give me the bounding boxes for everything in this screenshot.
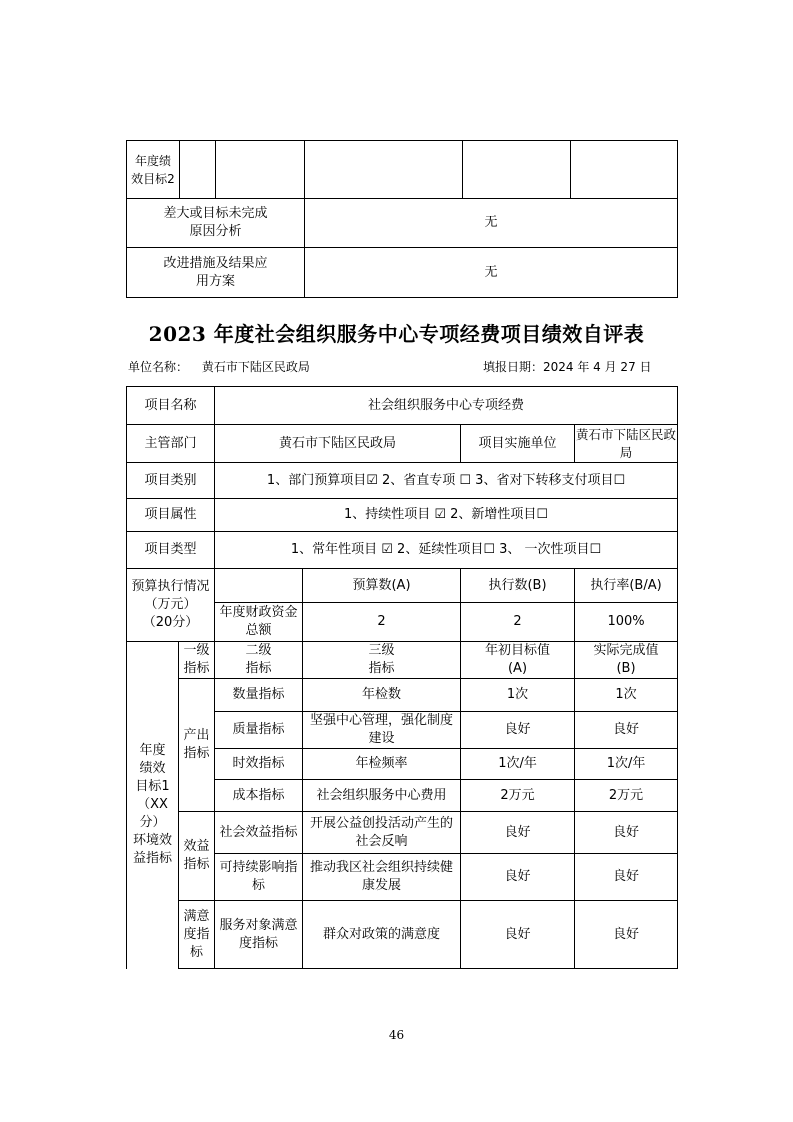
indicator-level2: 服务对象满意 度指标	[215, 901, 303, 969]
indicator-level2: 时效指标	[215, 749, 303, 780]
fund-rate: 100%	[575, 603, 678, 642]
category-value: 1、部门预算项目☑ 2、省直专项 ☐ 3、省对下转移支付项目☐	[215, 463, 678, 499]
indicator-target: 良好	[461, 854, 575, 901]
gap-reason-value: 无	[305, 199, 678, 248]
empty-cell	[216, 141, 305, 199]
indicator-level3: 社会组织服务中心费用	[303, 780, 461, 812]
previous-goal-table	[126, 140, 678, 298]
indicator-actual: 2万元	[575, 780, 678, 812]
dept-label: 主管部门	[127, 425, 215, 463]
indicator-level2: 成本指标	[215, 780, 303, 812]
indicator-actual: 良好	[575, 712, 678, 749]
indicator-target: 2万元	[461, 780, 575, 812]
unit-value: 黄石市下陆区民政局	[201, 360, 310, 374]
indicator-level2: 社会效益指标	[215, 812, 303, 854]
indicator-actual: 良好	[575, 812, 678, 854]
budget-label: 预算执行情况 （万元） （20分）	[127, 569, 215, 642]
indicator-level3: 年检数	[303, 679, 461, 712]
indicator-target: 良好	[461, 901, 575, 969]
category-label: 项目类别	[127, 463, 215, 499]
indicator-level2: 数量指标	[215, 679, 303, 712]
page-title: 2023 年度社会组织服务中心专项经费项目绩效自评表	[148, 322, 645, 346]
indicator-actual: 良好	[575, 901, 678, 969]
indicator-target: 1次/年	[461, 749, 575, 780]
goal1-label: 年度 绩效 目标1 （XX 分） 环境效 益指标	[127, 642, 179, 969]
improve-plan-value: 无	[305, 248, 678, 298]
indicator-target: 良好	[461, 812, 575, 854]
indicator-level3: 开展公益创投活动产生的 社会反响	[303, 812, 461, 854]
evaluation-table	[126, 386, 678, 969]
empty-cell	[463, 141, 571, 199]
empty-cell	[215, 569, 303, 603]
fund-budget: 2	[303, 603, 461, 642]
attribute-value: 1、持续性项目 ☑ 2、新增性项目☐	[215, 499, 678, 532]
indicator-target: 良好	[461, 712, 575, 749]
indicator-actual: 1次	[575, 679, 678, 712]
indicator-level2: 质量指标	[215, 712, 303, 749]
header-level3: 三级 指标	[303, 642, 461, 679]
attribute-label: 项目属性	[127, 499, 215, 532]
project-name-value: 社会组织服务中心专项经费	[215, 387, 678, 425]
empty-cell	[180, 141, 216, 199]
unit-info	[128, 358, 310, 375]
indicator-level3: 推动我区社会组织持续健 康发展	[303, 854, 461, 901]
improve-plan-label: 改进措施及结果应 用方案	[127, 248, 305, 298]
empty-cell	[305, 141, 463, 199]
fund-exec: 2	[461, 603, 575, 642]
budget-header-b: 执行数(B)	[461, 569, 575, 603]
budget-header-rate: 执行率(B/A)	[575, 569, 678, 603]
satisfaction-indicator-label: 满意 度指 标	[179, 901, 215, 969]
type-label: 项目类型	[127, 532, 215, 569]
header-level2: 二级 指标	[215, 642, 303, 679]
type-value: 1、常年性项目 ☑ 2、延续性项目☐ 3、 一次性项目☐	[215, 532, 678, 569]
goal2-label: 年度绩 效目标2	[127, 141, 180, 199]
indicator-actual: 1次/年	[575, 749, 678, 780]
gap-reason-label: 差大或目标未完成 原因分析	[127, 199, 305, 248]
indicator-actual: 良好	[575, 854, 678, 901]
fill-date: 填报日期：2024 年 4 月 27 日	[483, 360, 652, 374]
empty-cell	[571, 141, 678, 199]
impl-unit-value: 黄石市下陆区民政局	[575, 425, 678, 463]
header-level1: 一级 指标	[179, 642, 215, 679]
benefit-indicator-label: 效益 指标	[179, 812, 215, 901]
impl-unit-label: 项目实施单位	[461, 425, 575, 463]
indicator-level3: 年检频率	[303, 749, 461, 780]
header-target: 年初目标值 (A)	[461, 642, 575, 679]
project-name-label: 项目名称	[127, 387, 215, 425]
header-actual: 实际完成值 (B)	[575, 642, 678, 679]
page-number: 46	[388, 1028, 405, 1042]
dept-value: 黄石市下陆区民政局	[215, 425, 461, 463]
output-indicator-label: 产出 指标	[179, 679, 215, 812]
indicator-level3: 坚强中心管理，强化制度 建设	[303, 712, 461, 749]
fund-label: 年度财政资金 总额	[215, 603, 303, 642]
budget-header-a: 预算数(A)	[303, 569, 461, 603]
indicator-level3: 群众对政策的满意度	[303, 901, 461, 969]
indicator-target: 1次	[461, 679, 575, 712]
unit-label: 单位名称：	[128, 360, 189, 374]
indicator-level2: 可持续影响指 标	[215, 854, 303, 901]
